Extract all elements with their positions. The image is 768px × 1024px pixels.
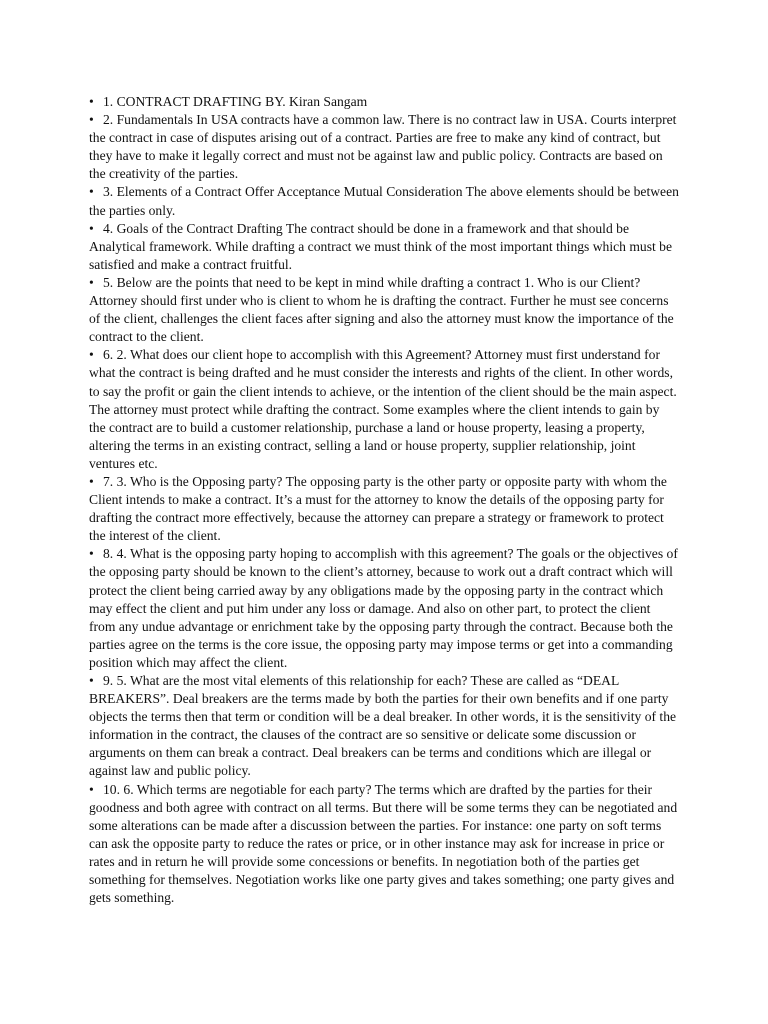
paragraph-8 [89,545,679,672]
paragraph-text: 4. Goals of the Contract Drafting The contract should be done in a framework and that should be Analytical framework. While drafting a contract we must think of the most important things which must be satisfied and make a contract fruitful. [89,220,673,272]
paragraph-text: 9. 5. What are the most vital elements of this relationship for each? These are called as “DEAL BREAKERS”. Deal breakers are the terms made by both the parties for their own benefits and if one party objects the terms then that term or condition will be a deal breaker. In other words, it is the sensitivity of the information in the contract, the clauses of the contract are so sensitive or delicate some discussion or arguments on them can break a contract. Deal breakers can be terms and conditions which are illegal or against law and public policy. [89,673,677,779]
paragraph-4 [89,220,679,274]
paragraph-6 [89,346,679,473]
bullet-icon: • [89,347,94,363]
bullet-icon: • [89,220,94,236]
paragraph-5 [89,274,679,346]
bullet-icon: • [89,94,94,109]
paragraph-9 [89,672,679,781]
paragraph-2 [89,111,679,183]
paragraph-text: 5. Below are the points that need to be kept in mind while drafting a contract 1. Who is our Client? Attorney should first under who is client to whom he is drafting the contract. Further he must see concerns of the client, challenges the client faces after signing and also the attorney must know the importance of the contract to the client. [89,274,674,345]
paragraph-text: 8. 4. What is the opposing party hoping to accomplish with this agreement? The goals or the objectives of the opposing party should be known to the client’s attorney, because to work out a draft contract which will protect the client being carried away by any obligations made by the opposing party in the contract which may effect the client and put him under any loss or damage. And also on other part, to protect the client from any undue advantage or enrichment take by the opposing party through the contract. Because both the parties agree on the terms is the core issue, the opposing party may impose terms or get into a commanding position which may affect the client. [89,546,678,670]
bullet-icon: • [89,673,94,688]
paragraph-text: 6. 2. What does our client hope to accomplish with this Agreement? Attorney must first understand for what the contract is being drafted and he must consider the interests and rights of the client. In other words, to say the profit or gain the client intends to achieve, or the intention of the client should be the main aspect. The attorney must protect while drafting the contract. Some examples where the client intends to gain by the contract are to build a customer relationship, purchase a land or house property, leasing a property, altering the terms in an existing contract, selling a land or house property, supplier relationship, joint ventures etc. [89,347,677,471]
paragraph-text: 3. Elements of a Contract Offer Acceptance Mutual Consideration The above elements should be between the parties only. [89,184,679,218]
paragraph-1 [89,93,679,111]
bullet-icon: • [89,781,94,797]
paragraph-10 [89,781,679,908]
paragraph-text: 7. 3. Who is the Opposing party? The opposing party is the other party or opposite party with whom the Client intends to make a contract. It’s a must for the attorney to know the details of the opposing party for drafting the contract more effectively, because the attorney can prepare a strategy or framework to protect the interest of the client. [89,473,667,544]
bullet-icon: • [89,473,94,489]
paragraph-3 [89,183,679,219]
paragraph-text: 10. 6. Which terms are negotiable for each party? The terms which are drafted by the parties for their goodness and both agree with contract on all terms. But there will be some terms they can be negotiated and some alterations can be made after a discussion between the parties. For instance: one party on soft terms can ask the opposite party to reduce the rates or price, or in other instance may ask for increase in price or rates and in return he will provide some concessions or benefits. In negotiation both of the parties get something for themselves. Negotiation works like one party gives and takes something; one party gives and gets something. [89,781,678,906]
paragraph-text: 2. Fundamentals In USA contracts have a common law. There is no contract law in USA. Courts interpret the contract in case of disputes arising out of a contract. Parties are free to make any kind of contract, but they have to make it legally correct and must not be against law and public policy. Contracts are based on the creativity of the parties. [89,112,677,182]
bullet-icon: • [89,546,94,562]
document-page [89,93,679,907]
bullet-icon: • [89,274,94,290]
paragraph-7 [89,473,679,545]
bullet-icon: • [89,184,94,200]
paragraph-text: 1. CONTRACT DRAFTING BY. Kiran Sangam [103,94,368,109]
bullet-icon: • [89,112,94,128]
